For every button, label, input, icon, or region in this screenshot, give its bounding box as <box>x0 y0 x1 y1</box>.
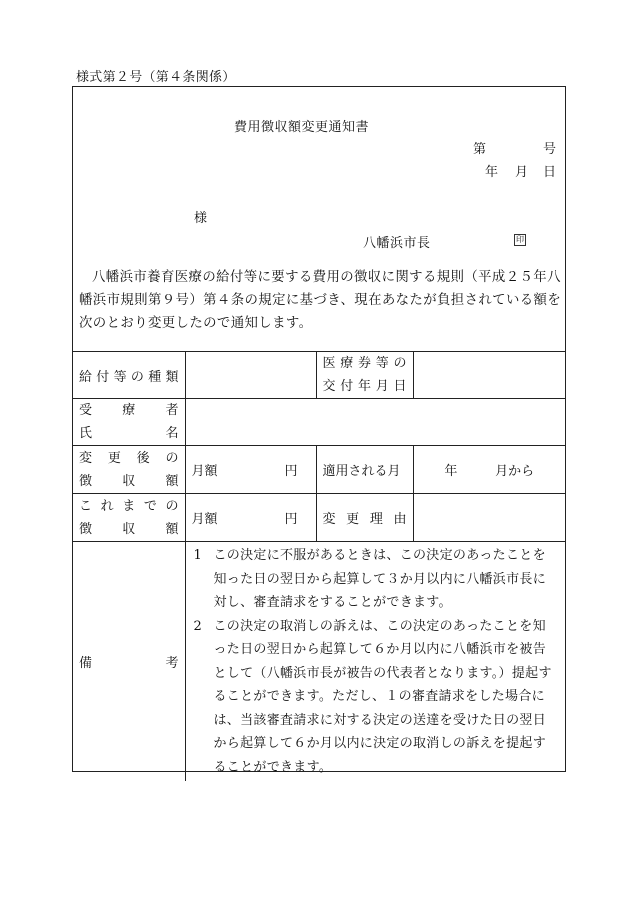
form-number-label: 様式第２号（第４条関係） <box>76 70 236 85</box>
number-prefix: 第 <box>473 142 487 157</box>
from-year-label: 年 <box>444 464 458 479</box>
patient-name-value <box>185 399 565 446</box>
notice-body-text: 八幡浜市養育医療の給付等に要する費用の徴収に関する規則（平成２５年八幡浜市規則第９号）第４条の規定に基づき、現在あなたが負担されている額を次のとおり変更したので通知します。 <box>79 270 562 331</box>
notice-frame <box>72 86 566 775</box>
row-old-amount <box>73 494 565 542</box>
benefit-type-label: 給付等の種類 <box>73 352 185 399</box>
date-day: 日 <box>543 165 557 180</box>
remark-item: 1 この決定に不服があるときは、この決定のあったことを知った日の翌日から起算して３か月以内に八幡浜市長に対し、審査請求をすることができます。 <box>193 548 547 610</box>
number-suffix: 号 <box>543 142 557 157</box>
benefit-type-value <box>185 352 316 399</box>
date-month: 月 <box>515 165 529 180</box>
monthly-label: 月額 <box>191 512 218 527</box>
addressee-suffix: 様 <box>194 211 208 226</box>
seal-mark: 印 <box>516 235 524 244</box>
new-amount-value <box>185 446 316 494</box>
issuer-name: 八幡浜市長 <box>363 236 431 251</box>
yen-label: 円 <box>284 464 298 479</box>
new-amount-label: 変更後の 徴収額 <box>73 446 185 494</box>
date-year: 年 <box>485 165 499 180</box>
ticket-issue-date-value <box>413 352 565 399</box>
remarks-label: 備 考 <box>73 542 185 782</box>
row-remarks <box>73 542 565 782</box>
from-month-label: 月から <box>495 464 535 479</box>
applied-month-label: 適用される月 <box>316 446 413 494</box>
row-new-amount <box>73 446 565 494</box>
ticket-issue-date-label: 医療券等の 交付年月日 <box>316 352 413 399</box>
old-amount-value <box>185 494 316 542</box>
change-reason-label: 変更理由 <box>316 494 413 542</box>
patient-name-label: 受 療 者 氏 名 <box>73 399 185 446</box>
change-reason-value <box>413 494 565 542</box>
monthly-label: 月額 <box>191 464 218 479</box>
old-amount-label: これまでの 徴収額 <box>73 494 185 542</box>
row-benefit-type <box>73 352 565 399</box>
document-title: 費用徴収額変更通知書 <box>234 120 370 135</box>
remark-item: 2 この決定の取消しの訴えは、この決定のあったことを知った日の翌日から起算して６か月以内に八幡浜市を被告として（八幡浜市長が被告の代表者となります。）提起することができます。ただし、１の審査請求をした場合には、当該審査請求に対する決定の送達を受けた日の翌日から起算して６か月以内に決定の取消しの訴えを提起することができます。 <box>193 618 552 775</box>
remarks-content <box>185 542 565 782</box>
yen-label: 円 <box>284 512 298 527</box>
row-patient-name <box>73 399 565 446</box>
applied-month-value <box>413 446 565 494</box>
details-table <box>73 351 565 781</box>
